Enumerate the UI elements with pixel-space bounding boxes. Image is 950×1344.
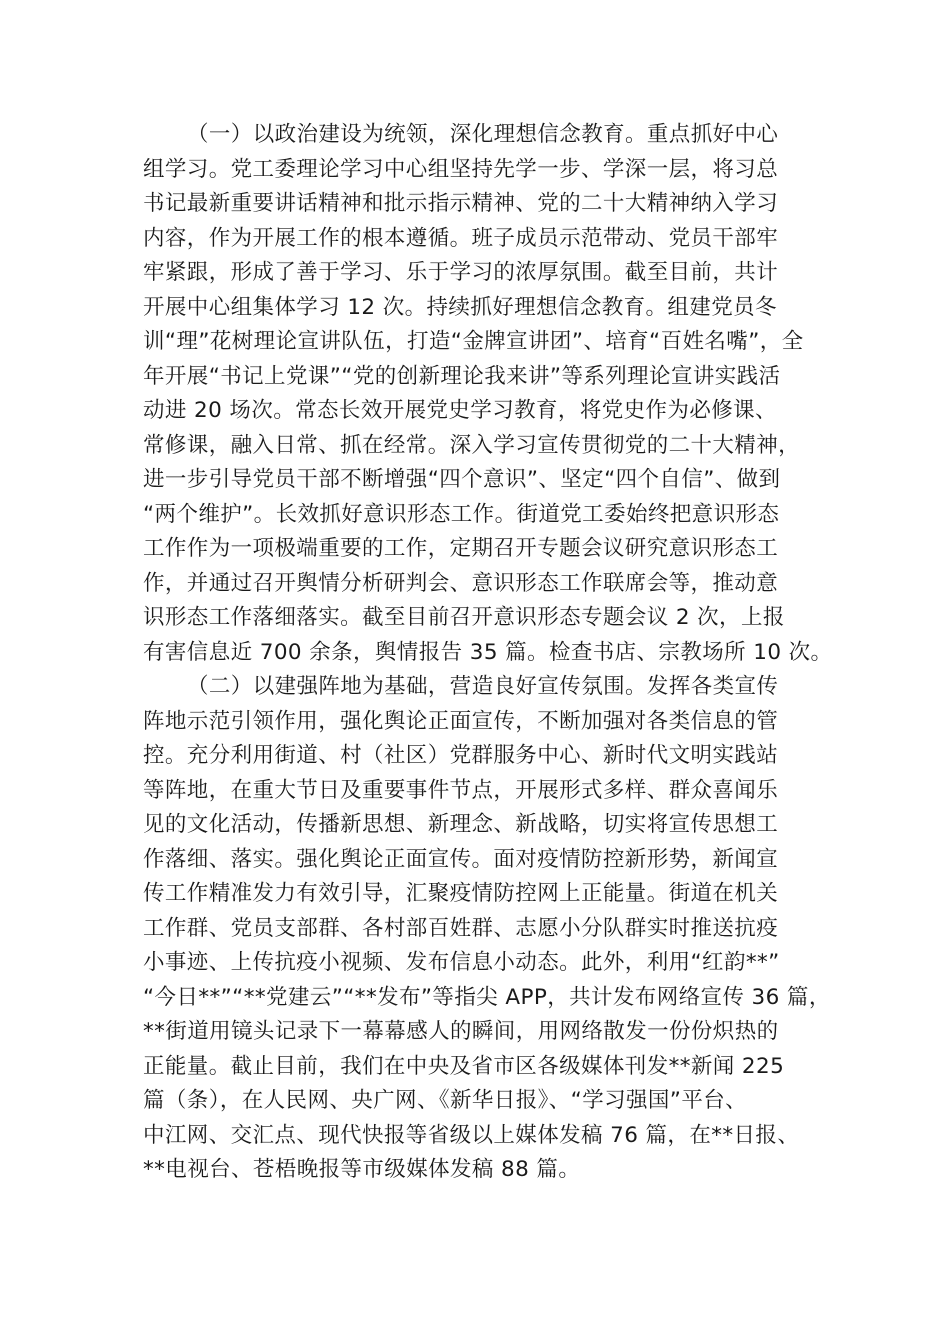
- text-line: **街道用镜头记录下一幕幕感人的瞬间，用网络散发一份份炽热的: [143, 1019, 779, 1044]
- text-line: 进一步引导党员干部不断增强“四个意识”、坚定“四个自信”、做到: [143, 467, 781, 492]
- document-body: [143, 118, 843, 1188]
- text-line: （一）以政治建设为统领，深化理想信念教育。重点抓好中心: [187, 122, 779, 147]
- text-line: 控。充分利用街道、村（社区）党群服务中心、新时代文明实践站: [143, 743, 779, 768]
- text-line: “两个维护”。长效抓好意识形态工作。街道党工委始终把意识形态: [143, 501, 780, 527]
- text-line: 正能量。截止目前，我们在中央及省市区各级媒体刊发**新闻 225: [143, 1053, 785, 1079]
- text-line: “今日**”“**党建云”“**发布”等指尖 APP，共计发布网络宣传 36 篇，: [143, 984, 831, 1010]
- text-line: 作落细、落实。强化舆论正面宣传。面对疫情防控新形势，新闻宣: [143, 846, 779, 872]
- text-line: 书记最新重要讲话精神和批示指示精神、党的二十大精神纳入学习: [143, 191, 779, 216]
- text-line: 开展中心组集体学习 12 次。持续抓好理想信念教育。组建党员冬: [143, 294, 777, 320]
- text-line: 工作群、党员支部群、各村部百姓群、志愿小分队群实时推送抗疫: [143, 915, 779, 941]
- text-line: 篇（条），在人民网、央广网、《新华日报》、“学习强国”平台、: [143, 1088, 748, 1113]
- text-line: 年开展“书记上党课”“党的创新理论我来讲”等系列理论宣讲实践活: [143, 363, 781, 389]
- text-line: **电视台、苍梧晚报等市级媒体发稿 88 篇。: [143, 1157, 581, 1182]
- text-line: （二）以建强阵地为基础，营造良好宣传氛围。发挥各类宣传: [187, 674, 779, 699]
- text-line: 等阵地，在重大节日及重要事件节点，开展形式多样、群众喜闻乐: [143, 777, 779, 803]
- text-line: 小事迹、上传抗疫小视频、发布信息小动态。此外，利用“红韵**”: [143, 950, 780, 975]
- text-line: 见的文化活动，传播新思想、新理念、新战略，切实将宣传思想工: [143, 812, 779, 837]
- text-line: 训“理”花树理论宣讲队伍，打造“金牌宣讲团”、培育“百姓名嘴”，全: [143, 329, 804, 354]
- text-line: 传工作精准发力有效引导，汇聚疫情防控网上正能量。街道在机关: [143, 881, 779, 906]
- text-line: 作，并通过召开舆情分析研判会、意识形态工作联席会等，推动意: [143, 570, 779, 596]
- text-line: 有害信息近 700 余条，舆情报告 35 篇。检查书店、宗教场所 10 次。: [143, 639, 833, 665]
- text-line: 动进 20 场次。常态长效开展党史学习教育，将党史作为必修课、: [143, 398, 777, 423]
- paragraph-1: [143, 118, 843, 670]
- text-line: 组学习。党工委理论学习中心组坚持先学一步、学深一层，将习总: [143, 156, 779, 182]
- text-line: 常修课，融入日常、抓在经常。深入学习宣传贯彻党的二十大精神，: [143, 432, 801, 458]
- text-line: 识形态工作落细落实。截至目前召开意识形态专题会议 2 次，上报: [143, 605, 785, 630]
- paragraph-2: [143, 670, 843, 1188]
- text-line: 中江网、交汇点、现代快报等省级以上媒体发稿 76 篇，在**日报、: [143, 1122, 800, 1148]
- text-line: 工作作为一项极端重要的工作，定期召开专题会议研究意识形态工: [143, 536, 779, 561]
- text-line: 阵地示范引领作用，强化舆论正面宣传，不断加强对各类信息的管: [143, 708, 779, 734]
- text-line: 内容，作为开展工作的根本遵循。班子成员示范带动、党员干部牢: [143, 225, 779, 251]
- text-line: 牢紧跟，形成了善于学习、乐于学习的浓厚氛围。截至目前，共计: [143, 260, 779, 285]
